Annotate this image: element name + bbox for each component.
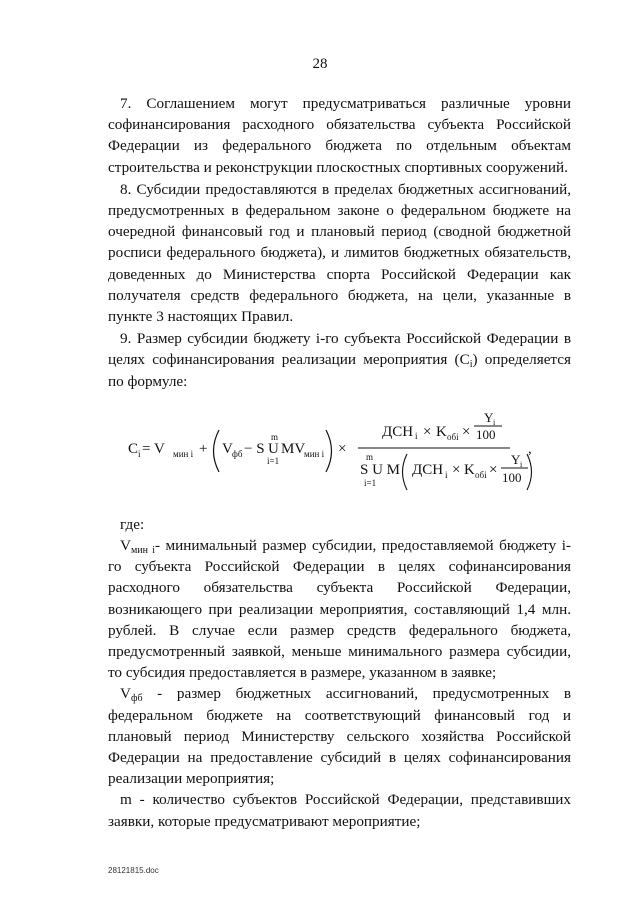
formula-i-eq-1: i=1 [267, 455, 280, 466]
formula-lhs: C [128, 440, 139, 457]
formula-vfb: V [222, 440, 233, 457]
formula-num-k: K [436, 423, 447, 440]
formula-den-dsn: ДСН [412, 461, 444, 478]
formula-num-times2: × [462, 423, 471, 440]
formula-den-y-sub: i [520, 459, 523, 469]
paragraph-9-end: ) определяется по формуле: [108, 351, 571, 390]
where-label: где: [120, 515, 145, 533]
formula-den-m: m [366, 451, 374, 462]
paragraph-9 [108, 328, 571, 392]
formula-mv: MV [281, 440, 306, 457]
formula-num-k-sub: обі [447, 431, 459, 442]
formula-plus: + [199, 440, 208, 457]
formula-den-hundred: 100 [502, 469, 522, 485]
paragraph-8: 8. Субсидии предоставляются в пределах бюджетных ассигнований, предусмотренных в федеральном законе о федеральном бюджете на очередной финансовый год и плановый период (сводной бюджетной росписи федерального бюджета), и лимитов бюджетных обязательств, доведенных до Министерства спорта Российской Федерации как получателя средств федерального бюджета, на цели, указанные в пункте 3 настоящих Правил. [108, 180, 571, 326]
subsidy-formula [108, 402, 571, 514]
paragraph-9-text: 9. Размер субсидии бюджету i-го субъекта Российской Федерации в целях софинансирования реализации мероприятия (C [108, 330, 571, 369]
definition-vfb-term-sub: фб [130, 693, 143, 705]
formula-den-i-eq-1: i=1 [364, 477, 377, 488]
definition-vmin [108, 535, 571, 683]
definition-vfb [108, 683, 571, 789]
formula-den-times1: × [452, 461, 461, 478]
formula-num-y: Y [484, 409, 494, 425]
definition-vfb-term: V [120, 685, 131, 703]
formula-vfb-sub: фб [232, 448, 243, 459]
formula-close-paren [326, 430, 332, 472]
definition-vmin-term-sub: мин i [130, 545, 155, 557]
page-number: 28 [312, 56, 328, 72]
definition-vmin-term: V [120, 537, 131, 555]
formula-comma: , [528, 440, 532, 457]
formula-num-times1: × [423, 423, 432, 440]
formula-den-open-paren [403, 454, 408, 490]
formula-vmin-sub: мин i [173, 448, 194, 459]
footer-filename: 28121815.doc [108, 866, 159, 875]
formula-num-dsn-sub: i [415, 430, 418, 441]
formula-num-y-sub: i [493, 417, 496, 427]
formula-mv-sub: мин i [304, 448, 325, 459]
formula-den-dsn-sub: i [445, 469, 448, 480]
paragraph-7: 7. Соглашением могут предусматриваться различные уровни софинансирования расходного обязательства субъекта Российской Федерации из федерального бюджета по отдельным объектам строительства и реконструкции плоскостных спортивных сооружений. [108, 95, 571, 176]
paragraph-9-sub: i [469, 359, 473, 371]
formula-num-hundred: 100 [476, 426, 496, 442]
formula-m-top: m [271, 431, 279, 442]
definition-vmin-text: - минимальный размер субсидии, предоставляемой бюджету i-го субъекта Российской Федерации в целях софинансирования расходного обязательства субъекта Российской Федерации, возникающего при реализации мероприятия, составляющий 1,4 млн. рублей. В случае если размер средств федерального бюджета, предусмотренный заявкой, меньше минимального размера субсидии, то субсидия предоставляется в размере, указанном в заявке; [108, 537, 571, 682]
formula-lhs-sub: i [138, 448, 141, 459]
formula-den-y: Y [511, 451, 521, 467]
formula-times: × [338, 440, 347, 457]
formula-den-times2: × [489, 461, 498, 478]
formula-open-paren [214, 430, 220, 472]
document-body [108, 93, 571, 832]
formula-minus-s: − S [244, 440, 265, 457]
formula-den-k: K [464, 461, 475, 478]
formula-num-dsn: ДСН [382, 423, 414, 440]
definition-vfb-text: - размер бюджетных ассигнований, предусмотренных в федеральном бюджете на соответствующий финансовый год и плановый период Министерству сельского хозяйства Российской Федерации на предоставление субсидий в целях софинансирования реализации мероприятия; [108, 685, 571, 788]
formula-den-k-sub: обі [475, 469, 487, 480]
formula-den-close-paren [527, 454, 532, 490]
formula-eq-v: = V [142, 440, 165, 457]
definition-m: m - количество субъектов Российской Федерации, представивших заявки, которые предусматривают мероприятие; [108, 791, 571, 830]
formula-den-sum: S U M [360, 461, 401, 478]
formula-u: U [268, 440, 279, 457]
